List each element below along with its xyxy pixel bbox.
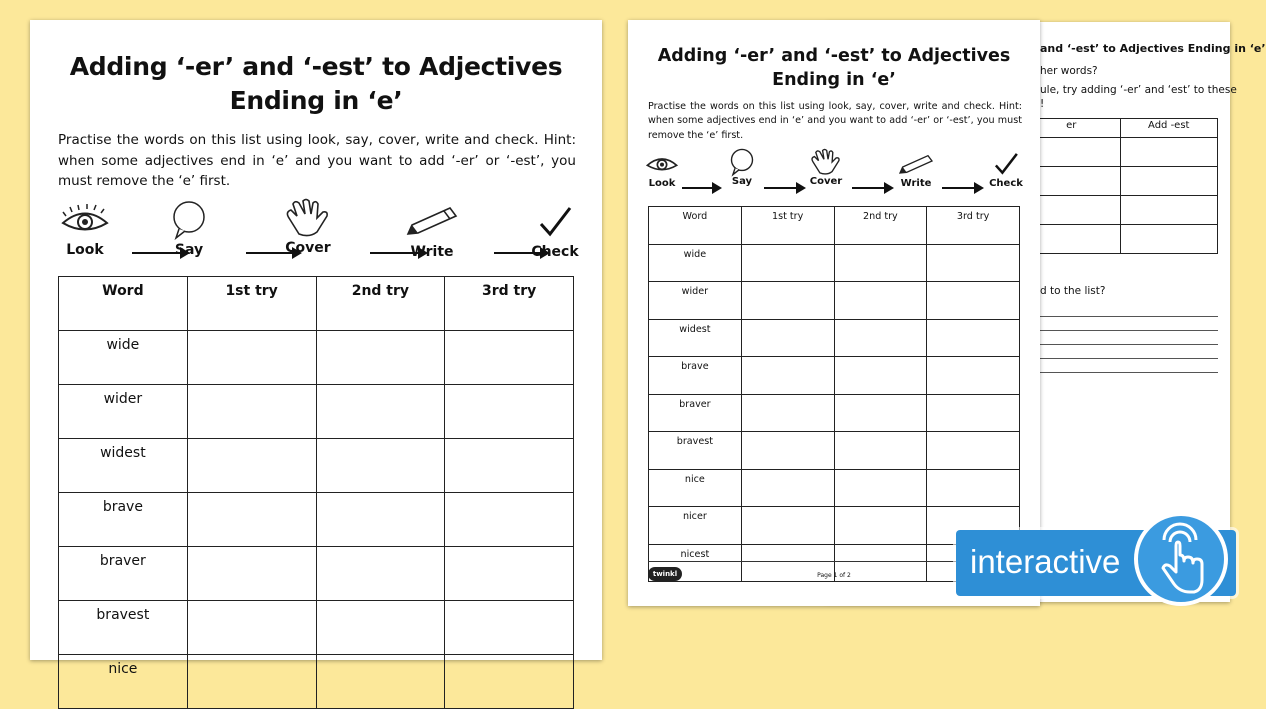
- answer-cell[interactable]: [834, 319, 927, 357]
- step-look: [644, 154, 680, 189]
- step-say: [166, 200, 212, 258]
- twinkl-logo: twinkl: [648, 567, 682, 581]
- word-cell: braver: [59, 547, 188, 601]
- title-line-2: Ending in ‘e’: [772, 70, 896, 90]
- title-line-1: Adding ‘-er’ and ‘-est’ to Adjectives: [657, 46, 1011, 66]
- speech-bubble-icon: [729, 148, 755, 176]
- writing-line[interactable]: [1036, 330, 1218, 331]
- page-number: Page 1 of 2: [817, 572, 851, 579]
- word-cell: nice: [649, 469, 742, 507]
- arrow-icon: [682, 187, 720, 189]
- answer-cell[interactable]: [741, 244, 834, 282]
- step-label-cover: Cover: [285, 240, 331, 256]
- column-header-1st-try: 1st try: [187, 277, 316, 331]
- word-cell: widest: [649, 319, 742, 357]
- answer-cell[interactable]: [741, 507, 834, 545]
- answer-cell[interactable]: [316, 331, 445, 385]
- step-label-say: Say: [731, 176, 753, 187]
- writing-line[interactable]: [1036, 344, 1218, 345]
- tap-hand-glyph: [1138, 516, 1224, 602]
- table-row: [649, 394, 1020, 432]
- step-label-check: Check: [531, 244, 579, 260]
- back-question-1: her words?: [1040, 65, 1098, 77]
- column-header-3rd-try: 3rd try: [445, 277, 574, 331]
- step-label-write: Write: [900, 178, 932, 189]
- answer-cell[interactable]: [316, 439, 445, 493]
- column-header-2nd-try: 2nd try: [834, 207, 927, 245]
- answer-cell[interactable]: [834, 282, 927, 320]
- answer-cell[interactable]: [187, 385, 316, 439]
- answer-cell[interactable]: [741, 469, 834, 507]
- answer-cell[interactable]: [927, 432, 1020, 470]
- answer-cell[interactable]: [316, 655, 445, 709]
- back-question-2b: !: [1040, 98, 1045, 110]
- step-look: [54, 206, 116, 258]
- answer-cell[interactable]: [445, 331, 574, 385]
- interactive-label: interactive: [970, 543, 1121, 580]
- table-row: [59, 493, 574, 547]
- worksheet-page-large: [30, 20, 602, 677]
- table-row: [59, 385, 574, 439]
- word-cell: bravest: [649, 432, 742, 470]
- writing-line[interactable]: [1036, 316, 1218, 317]
- answer-cell[interactable]: [1120, 138, 1218, 167]
- step-label-look: Look: [66, 242, 104, 258]
- answer-cell[interactable]: [445, 439, 574, 493]
- pencil-icon: [896, 154, 936, 176]
- spelling-practice-table: [648, 206, 1020, 582]
- table-row: [649, 357, 1020, 395]
- column-header-er: er: [1023, 119, 1121, 138]
- answer-cell[interactable]: [927, 244, 1020, 282]
- instructions-text: Practise the words on this list using look, say, cover, write and check. Hint: when some adjectives end in ‘e’ and you want to add ‘-er’ or ‘-est’, you must remove the ‘e’ first.: [648, 101, 1022, 141]
- answer-cell[interactable]: [927, 469, 1020, 507]
- answer-cell[interactable]: [187, 493, 316, 547]
- answer-cell[interactable]: [316, 601, 445, 655]
- word-cell: widest: [59, 439, 188, 493]
- answer-cell[interactable]: [445, 547, 574, 601]
- answer-cell[interactable]: [1120, 196, 1218, 225]
- word-cell: wide: [59, 331, 188, 385]
- checkmark-icon: [537, 206, 573, 238]
- answer-cell[interactable]: [834, 432, 927, 470]
- word-cell: brave: [649, 357, 742, 395]
- tap-hand-icon[interactable]: [1134, 512, 1228, 606]
- answer-cell[interactable]: [316, 385, 445, 439]
- answer-cell[interactable]: [445, 493, 574, 547]
- column-header-word: Word: [649, 207, 742, 245]
- back-title: and ‘-est’ to Adjectives Ending in ‘e’: [1040, 42, 1266, 55]
- step-cover: [278, 198, 338, 256]
- eye-icon: [60, 206, 110, 236]
- word-cell: braver: [649, 394, 742, 432]
- hand-icon: [283, 198, 333, 238]
- arrow-icon: [852, 187, 892, 189]
- answer-cell[interactable]: [316, 493, 445, 547]
- column-header-word: Word: [59, 277, 188, 331]
- word-cell: bravest: [59, 601, 188, 655]
- step-label-say: Say: [174, 242, 204, 258]
- column-header-add-est: Add -est: [1120, 119, 1218, 138]
- word-cell: wider: [649, 282, 742, 320]
- answer-cell[interactable]: [834, 469, 927, 507]
- answer-cell[interactable]: [741, 319, 834, 357]
- word-cell: wider: [59, 385, 188, 439]
- arrow-icon: [764, 187, 804, 189]
- worksheet-title: [628, 44, 1040, 92]
- answer-cell[interactable]: [187, 547, 316, 601]
- answer-cell[interactable]: [927, 282, 1020, 320]
- answer-cell[interactable]: [741, 282, 834, 320]
- answer-cell[interactable]: [445, 601, 574, 655]
- answer-cell[interactable]: [834, 357, 927, 395]
- step-write: [402, 206, 462, 260]
- table-row: [59, 331, 574, 385]
- checkmark-icon: [993, 152, 1019, 176]
- word-cell: nicer: [649, 507, 742, 545]
- answer-cell[interactable]: [927, 319, 1020, 357]
- hand-icon: [809, 148, 843, 176]
- instructions-text: Practise the words on this list using look, say, cover, write and check. Hint: when some adjectives end in ‘e’ and you want to add ‘-er’ or ‘-est’, you must remove the ‘e’ first.: [58, 132, 576, 189]
- back-question-3: d to the list?: [1040, 285, 1106, 297]
- table-row: [649, 469, 1020, 507]
- step-label-write: Write: [410, 244, 454, 260]
- answer-cell[interactable]: [445, 385, 574, 439]
- answer-cell[interactable]: [187, 655, 316, 709]
- title-line-2: Ending in ‘e’: [229, 86, 403, 115]
- step-label-look: Look: [648, 178, 676, 189]
- eye-icon: [645, 154, 679, 174]
- table-row: [649, 319, 1020, 357]
- answer-cell[interactable]: [834, 244, 927, 282]
- speech-bubble-icon: [171, 200, 207, 240]
- table-row: [59, 655, 574, 709]
- answer-cell[interactable]: [316, 547, 445, 601]
- answer-cell[interactable]: [834, 394, 927, 432]
- answer-cell[interactable]: [834, 507, 927, 545]
- answer-cell[interactable]: [741, 394, 834, 432]
- table-row: [59, 547, 574, 601]
- table-row: [649, 244, 1020, 282]
- writing-line[interactable]: [1036, 358, 1218, 359]
- answer-cell[interactable]: [927, 357, 1020, 395]
- step-write: [896, 154, 936, 189]
- worksheet-title: [30, 50, 602, 118]
- step-say: [726, 148, 758, 187]
- answer-cell[interactable]: [1120, 225, 1218, 254]
- column-header-1st-try: 1st try: [741, 207, 834, 245]
- table-header-row: [59, 277, 574, 331]
- add-suffix-table: [1022, 118, 1218, 254]
- step-check: [986, 152, 1026, 189]
- worksheet-page-middle: [628, 20, 1040, 606]
- word-cell: brave: [59, 493, 188, 547]
- pencil-icon: [402, 206, 462, 238]
- answer-cell[interactable]: [741, 357, 834, 395]
- step-label-cover: Cover: [809, 176, 843, 187]
- table-row: [59, 601, 574, 655]
- table-row: [649, 432, 1020, 470]
- column-header-3rd-try: 3rd try: [927, 207, 1020, 245]
- table-row: [649, 282, 1020, 320]
- step-check: [530, 206, 580, 260]
- table-header-row: [649, 207, 1020, 245]
- answer-cell[interactable]: [1120, 167, 1218, 196]
- word-cell: nice: [59, 655, 188, 709]
- writing-line[interactable]: [1036, 372, 1218, 373]
- word-cell: nicest: [649, 544, 742, 582]
- column-header-2nd-try: 2nd try: [316, 277, 445, 331]
- step-label-check: Check: [989, 178, 1023, 189]
- arrow-icon: [942, 187, 982, 189]
- answer-cell[interactable]: [187, 331, 316, 385]
- answer-cell[interactable]: [187, 601, 316, 655]
- title-line-1: Adding ‘-er’ and ‘-est’ to Adjectives: [69, 52, 563, 81]
- answer-cell[interactable]: [741, 432, 834, 470]
- answer-cell[interactable]: [187, 439, 316, 493]
- word-cell: wide: [649, 244, 742, 282]
- answer-cell[interactable]: [445, 655, 574, 709]
- spelling-practice-table: [58, 276, 574, 709]
- table-row: [59, 439, 574, 493]
- answer-cell[interactable]: [927, 394, 1020, 432]
- step-cover: [808, 148, 844, 187]
- back-question-2: ule, try adding ‘-er’ and ‘est’ to these: [1040, 84, 1237, 96]
